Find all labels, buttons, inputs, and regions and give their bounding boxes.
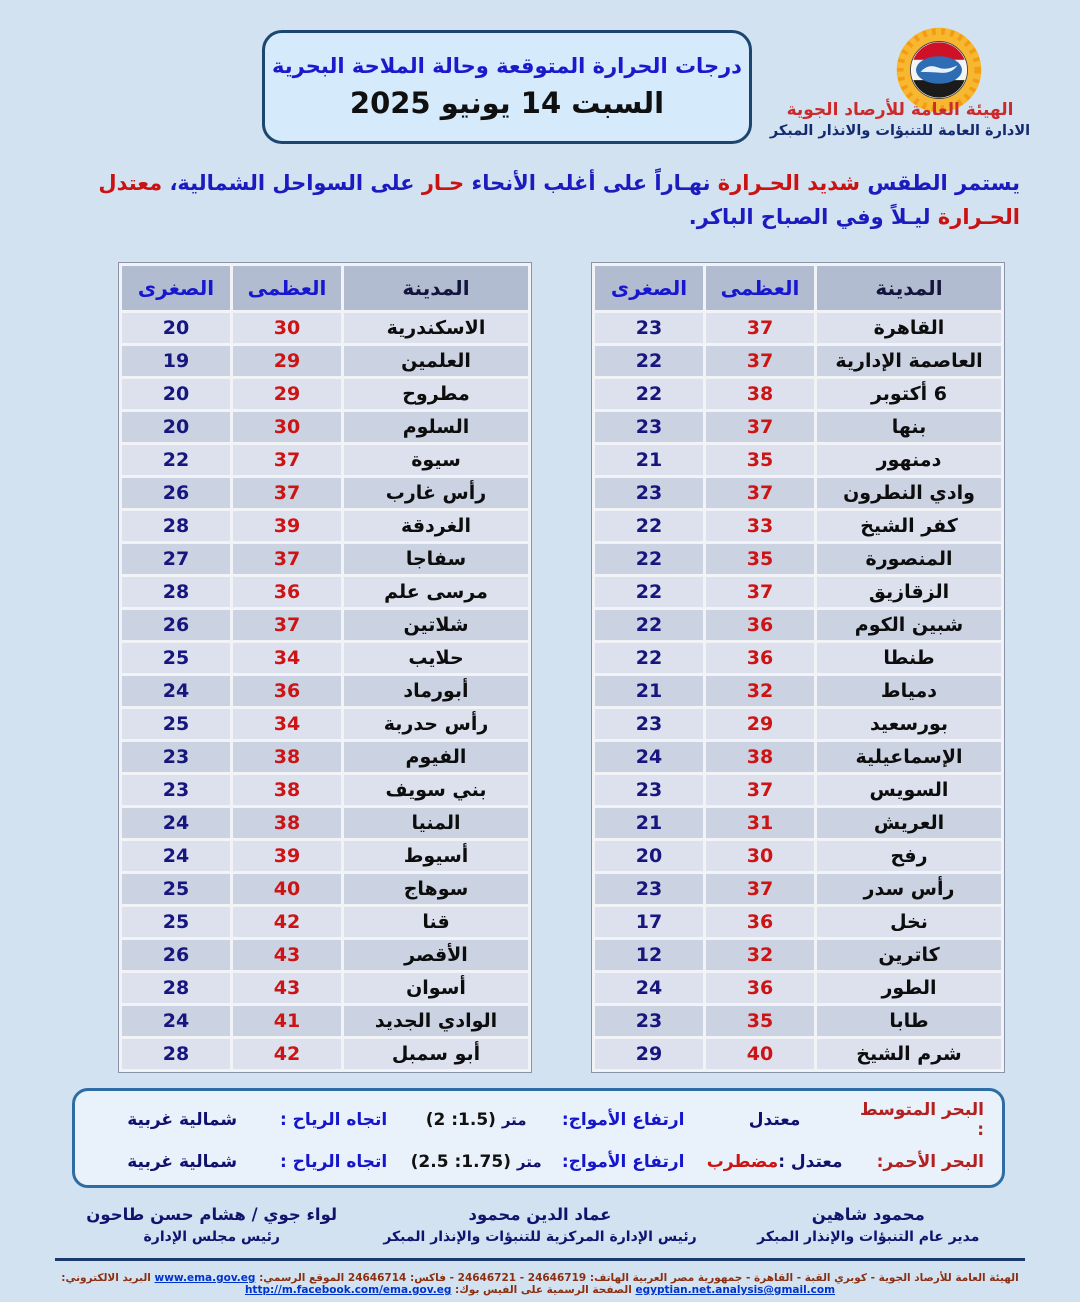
max-temperature: 37	[706, 577, 814, 607]
city-name: بورسعيد	[817, 709, 1001, 739]
city-name: الطور	[817, 973, 1001, 1003]
max-temperature: 36	[706, 610, 814, 640]
min-temperature: 25	[122, 643, 230, 673]
table-row	[595, 544, 1001, 574]
max-temperature: 37	[233, 478, 341, 508]
table-row	[122, 841, 528, 871]
sea-state	[690, 1152, 859, 1172]
max-temperature: 37	[233, 610, 341, 640]
max-temperature: 31	[706, 808, 814, 838]
max-temperature: 30	[233, 412, 341, 442]
table-row	[122, 709, 528, 739]
min-temperature: 21	[595, 676, 703, 706]
table-row	[595, 379, 1001, 409]
city-name: المنيا	[344, 808, 528, 838]
table-row	[122, 1006, 528, 1036]
min-temperature: 25	[122, 709, 230, 739]
wave-height-range: (2 :1.5)	[425, 1110, 496, 1130]
city-name: دمنهور	[817, 445, 1001, 475]
max-temperature: 38	[706, 742, 814, 772]
max-temperature: 37	[233, 544, 341, 574]
max-temperature: 36	[706, 907, 814, 937]
bulletin-title: درجات الحرارة المتوقعة وحالة الملاحة البحرية	[272, 54, 742, 78]
city-name: رأس غارب	[344, 478, 528, 508]
table-row	[122, 1039, 528, 1069]
table-row	[122, 742, 528, 772]
min-temperature: 22	[595, 643, 703, 673]
table-row	[122, 379, 528, 409]
temperature-tables	[0, 262, 1080, 1073]
wave-height-range: (2.5 :1.75)	[410, 1152, 511, 1172]
table-row	[122, 544, 528, 574]
weather-summary-segment: حـار	[414, 171, 465, 195]
footer-address-phone: الهيئة العامة للأرصاد الجوية - كوبري القبة - القاهرة - جمهورية مصر العربية الهاتف: 24646719 - 24646721 - فاكس: 24646714 الموقع الرسمي:	[259, 1272, 1019, 1284]
city-name: دمياط	[817, 676, 1001, 706]
max-temperature: 29	[706, 709, 814, 739]
city-name: حلايب	[344, 643, 528, 673]
min-temperature: 24	[595, 742, 703, 772]
max-temperature: 40	[706, 1039, 814, 1069]
min-temperature: 22	[595, 544, 703, 574]
max-temperature: 37	[706, 346, 814, 376]
min-temperature: 23	[595, 874, 703, 904]
organization-name: الهيئة العامة للأرصاد الجوية	[786, 100, 1014, 120]
min-temperature: 26	[122, 610, 230, 640]
footer-website-link[interactable]: www.ema.gov.eg	[154, 1272, 256, 1284]
table-row	[595, 313, 1001, 343]
min-temperature: 21	[595, 808, 703, 838]
max-temperature: 30	[233, 313, 341, 343]
min-temperature: 12	[595, 940, 703, 970]
min-temperature: 22	[595, 346, 703, 376]
weather-summary-segment: على السواحل الشمالية،	[162, 171, 415, 195]
table-row	[595, 346, 1001, 376]
table-header-row	[595, 266, 1001, 310]
table-row	[595, 445, 1001, 475]
city-name: كفر الشيخ	[817, 511, 1001, 541]
table-row	[595, 709, 1001, 739]
table-row	[595, 577, 1001, 607]
max-temperature: 35	[706, 544, 814, 574]
table-row	[122, 874, 528, 904]
temperature-table-coasts-upper-egypt	[118, 262, 532, 1073]
wave-height-unit: متر	[516, 1153, 542, 1171]
column-header-city: المدينة	[344, 266, 528, 310]
sea-state-main: معتدل	[748, 1110, 801, 1130]
weather-summary-segment: نهـاراً على أغلب الأنحاء	[464, 171, 711, 195]
wind-direction-value: شمالية غربية	[127, 1110, 238, 1130]
column-header-max: العظمى	[706, 266, 814, 310]
min-temperature: 20	[122, 379, 230, 409]
max-temperature: 37	[706, 412, 814, 442]
max-temperature: 37	[706, 478, 814, 508]
table-row	[122, 577, 528, 607]
table-row	[595, 1006, 1001, 1036]
weather-summary-segment: شديد الحـرارة	[710, 171, 861, 195]
min-temperature: 22	[595, 379, 703, 409]
max-temperature: 38	[233, 742, 341, 772]
min-temperature: 23	[595, 478, 703, 508]
table-row	[122, 313, 528, 343]
table-row	[595, 478, 1001, 508]
city-name: السويس	[817, 775, 1001, 805]
wave-height-label: ارتفاع الأمواج:	[561, 1110, 685, 1130]
weather-summary-segment: ليـلاً وفي الصباح الباكر.	[688, 205, 931, 229]
temperature-table-cairo-delta-sinai	[591, 262, 1005, 1073]
wind-direction-value: شمالية غربية	[127, 1152, 238, 1172]
min-temperature: 24	[122, 1006, 230, 1036]
city-name: شبين الكوم	[817, 610, 1001, 640]
footer-contact-line	[20, 1272, 1060, 1296]
table-row	[122, 808, 528, 838]
max-temperature: 40	[233, 874, 341, 904]
max-temperature: 36	[233, 577, 341, 607]
weather-summary-paragraph	[55, 166, 1020, 234]
max-temperature: 38	[706, 379, 814, 409]
max-temperature: 37	[706, 313, 814, 343]
min-temperature: 20	[595, 841, 703, 871]
city-name: بنها	[817, 412, 1001, 442]
max-temperature: 38	[233, 808, 341, 838]
city-name: أسوان	[344, 973, 528, 1003]
table-row	[122, 775, 528, 805]
city-name: سيوة	[344, 445, 528, 475]
sea-name-label: البحر الأحمر:	[876, 1152, 984, 1172]
signatory-name: محمود شاهين	[811, 1205, 925, 1224]
city-name: مرسى علم	[344, 577, 528, 607]
signatory-title: مدير عام التنبؤات والإنذار المبكر	[757, 1229, 980, 1245]
wave-height-label: ارتفاع الأمواج:	[561, 1152, 685, 1172]
signatures-row	[50, 1205, 1030, 1245]
table-row	[595, 940, 1001, 970]
table-row	[122, 676, 528, 706]
city-name: نخل	[817, 907, 1001, 937]
city-name: الأقصر	[344, 940, 528, 970]
table-row	[595, 775, 1001, 805]
max-temperature: 37	[706, 874, 814, 904]
table-row	[595, 676, 1001, 706]
footer-email-label: البريد الالكتروني:	[61, 1272, 151, 1284]
title-box	[262, 30, 752, 144]
table-row	[595, 742, 1001, 772]
min-temperature: 20	[122, 313, 230, 343]
city-name: العاصمة الإدارية	[817, 346, 1001, 376]
signatory-title: رئيس الإدارة المركزية للتنبؤات والإنذار المبكر	[383, 1229, 697, 1245]
table-row	[595, 907, 1001, 937]
footer-divider	[55, 1258, 1025, 1261]
max-temperature: 39	[233, 841, 341, 871]
min-temperature: 24	[122, 676, 230, 706]
sea-state-extra: مضطرب	[706, 1152, 779, 1172]
city-name: شرم الشيخ	[817, 1039, 1001, 1069]
wind-direction-label: اتجاه الرياح :	[279, 1110, 388, 1130]
min-temperature: 19	[122, 346, 230, 376]
table-row	[595, 412, 1001, 442]
city-name: وادي النطرون	[817, 478, 1001, 508]
signatory-name: لواء جوي / هشام حسن طاحون	[86, 1205, 338, 1224]
min-temperature: 23	[122, 742, 230, 772]
table-row	[122, 610, 528, 640]
max-temperature: 35	[706, 445, 814, 475]
city-name: طابا	[817, 1006, 1001, 1036]
min-temperature: 23	[595, 709, 703, 739]
max-temperature: 41	[233, 1006, 341, 1036]
max-temperature: 37	[706, 775, 814, 805]
min-temperature: 28	[122, 1039, 230, 1069]
max-temperature: 32	[706, 676, 814, 706]
min-temperature: 25	[122, 907, 230, 937]
min-temperature: 22	[122, 445, 230, 475]
min-temperature: 26	[122, 478, 230, 508]
min-temperature: 23	[595, 1006, 703, 1036]
table-row	[122, 511, 528, 541]
max-temperature: 43	[233, 973, 341, 1003]
column-header-city: المدينة	[817, 266, 1001, 310]
city-name: كاترين	[817, 940, 1001, 970]
table-row	[122, 643, 528, 673]
table-row	[122, 346, 528, 376]
table-row	[595, 973, 1001, 1003]
organization-block	[750, 100, 1050, 139]
wave-height-value	[396, 1110, 556, 1130]
max-temperature: 42	[233, 1039, 341, 1069]
min-temperature: 23	[595, 313, 703, 343]
table-row	[595, 610, 1001, 640]
max-temperature: 30	[706, 841, 814, 871]
max-temperature: 39	[233, 511, 341, 541]
organization-department: الادارة العامة للتنبؤات والانذار المبكر	[769, 123, 1031, 139]
wave-height-value	[396, 1152, 556, 1172]
city-name: مطروح	[344, 379, 528, 409]
wind-direction-label: اتجاه الرياح :	[279, 1152, 388, 1172]
sea-state	[690, 1110, 859, 1130]
city-name: رأس حدربة	[344, 709, 528, 739]
city-name: المنصورة	[817, 544, 1001, 574]
table-row	[595, 643, 1001, 673]
table-row	[595, 511, 1001, 541]
table-row	[122, 412, 528, 442]
city-name: رفح	[817, 841, 1001, 871]
signature-block	[378, 1205, 701, 1245]
table-row	[595, 841, 1001, 871]
max-temperature: 35	[706, 1006, 814, 1036]
min-temperature: 22	[595, 577, 703, 607]
max-temperature: 34	[233, 643, 341, 673]
table-row	[122, 478, 528, 508]
min-temperature: 28	[122, 577, 230, 607]
signatory-title: رئيس مجلس الإدارة	[143, 1229, 280, 1245]
max-temperature: 36	[706, 643, 814, 673]
city-name: العلمين	[344, 346, 528, 376]
min-temperature: 23	[122, 775, 230, 805]
max-temperature: 34	[233, 709, 341, 739]
table-row	[122, 907, 528, 937]
table-row	[595, 874, 1001, 904]
max-temperature: 42	[233, 907, 341, 937]
bulletin-date: السبت 14 يونيو 2025	[349, 86, 665, 120]
sea-condition-row	[93, 1099, 984, 1141]
signature-block	[707, 1205, 1030, 1245]
footer-facebook-link[interactable]: http://m.facebook.com/ema.gov.eg	[244, 1284, 452, 1296]
city-name: أسيوط	[344, 841, 528, 871]
min-temperature: 25	[122, 874, 230, 904]
max-temperature: 36	[706, 973, 814, 1003]
min-temperature: 24	[122, 808, 230, 838]
city-name: سوهاج	[344, 874, 528, 904]
table-row	[122, 940, 528, 970]
sea-condition-row	[93, 1141, 984, 1183]
min-temperature: 22	[595, 610, 703, 640]
signature-block	[50, 1205, 373, 1245]
max-temperature: 32	[706, 940, 814, 970]
max-temperature: 29	[233, 346, 341, 376]
city-name: أبورماد	[344, 676, 528, 706]
wave-height-unit: متر	[501, 1111, 527, 1129]
weather-summary-segment: يستمر الطقس	[860, 171, 1020, 195]
column-header-min: الصغرى	[595, 266, 703, 310]
city-name: أبو سمبل	[344, 1039, 528, 1069]
min-temperature: 17	[595, 907, 703, 937]
city-name: رأس سدر	[817, 874, 1001, 904]
table-row	[595, 808, 1001, 838]
max-temperature: 36	[233, 676, 341, 706]
min-temperature: 27	[122, 544, 230, 574]
city-name: طنطا	[817, 643, 1001, 673]
table-row	[122, 973, 528, 1003]
min-temperature: 23	[595, 775, 703, 805]
max-temperature: 33	[706, 511, 814, 541]
min-temperature: 24	[595, 973, 703, 1003]
city-name: الغردقة	[344, 511, 528, 541]
min-temperature: 26	[122, 940, 230, 970]
sea-state-main: معتدل :	[778, 1152, 843, 1172]
column-header-max: العظمى	[233, 266, 341, 310]
max-temperature: 29	[233, 379, 341, 409]
footer-facebook-label: الصفحة الرسمية على الفيس بوك:	[455, 1284, 632, 1296]
city-name: الإسماعيلية	[817, 742, 1001, 772]
max-temperature: 38	[233, 775, 341, 805]
city-name: شلاتين	[344, 610, 528, 640]
city-name: القاهرة	[817, 313, 1001, 343]
city-name: الزقازيق	[817, 577, 1001, 607]
min-temperature: 28	[122, 511, 230, 541]
min-temperature: 24	[122, 841, 230, 871]
city-name: سفاجا	[344, 544, 528, 574]
city-name: السلوم	[344, 412, 528, 442]
table-row	[595, 1039, 1001, 1069]
city-name: الفيوم	[344, 742, 528, 772]
min-temperature: 28	[122, 973, 230, 1003]
min-temperature: 21	[595, 445, 703, 475]
weather-summary-segment: معتدل الحـرارة	[98, 171, 1020, 229]
min-temperature: 20	[122, 412, 230, 442]
city-name: قنا	[344, 907, 528, 937]
column-header-min: الصغرى	[122, 266, 230, 310]
city-name: بني سويف	[344, 775, 528, 805]
footer-email-link[interactable]: egyptian.net.analysis@gmail.com	[635, 1284, 836, 1296]
city-name: الوادي الجديد	[344, 1006, 528, 1036]
city-name: 6 أكتوبر	[817, 379, 1001, 409]
marine-conditions-box	[72, 1088, 1005, 1188]
signatory-name: عماد الدين محمود	[468, 1205, 612, 1224]
table-row	[122, 445, 528, 475]
city-name: العريش	[817, 808, 1001, 838]
sea-name-label: البحر المتوسط :	[859, 1100, 984, 1140]
min-temperature: 23	[595, 412, 703, 442]
city-name: الاسكندرية	[344, 313, 528, 343]
max-temperature: 37	[233, 445, 341, 475]
min-temperature: 22	[595, 511, 703, 541]
min-temperature: 29	[595, 1039, 703, 1069]
table-header-row	[122, 266, 528, 310]
max-temperature: 43	[233, 940, 341, 970]
